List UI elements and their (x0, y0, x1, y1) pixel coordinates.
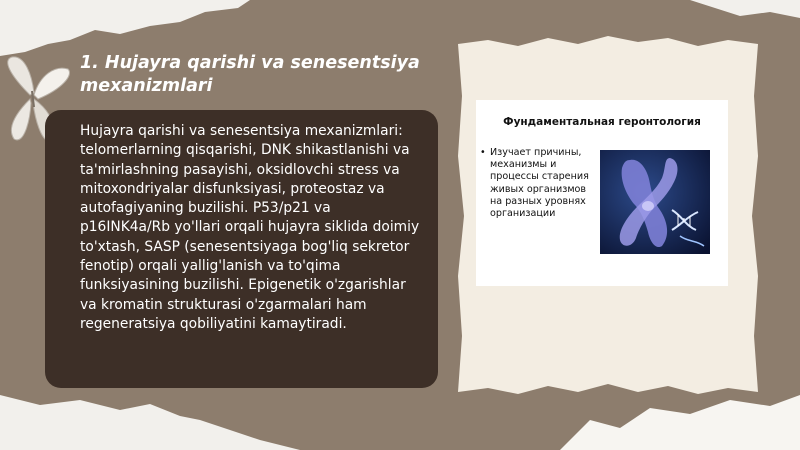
embedded-slide-title: Фундаментальная геронтология (503, 116, 701, 128)
slide-body-text: Hujayra qarishi va senesentsiya mexanizmlari: telomerlarning qisqarishi, DNK shikastlanishi va ta'mirlashning pasayishi, oksidlovchi stress va mitoxondriyalar disfunksiyasi, proteostaz va autofagiyaning buzilishi. P53/p21 va p16INK4a/Rb yo'llari orqali hujayra siklida doimiy to'xtash, SASP (senesentsiyaga bog'liq sekretor fenotip) orqali yallig'lanish va to'qima funksiyasining buzilishi. Epigenetik o'zgarishlar va kromatin strukturasi o'zgarmalari ham regeneratsiya qobiliyatini kamaytiradi. (80, 123, 420, 332)
embedded-slide (476, 100, 728, 286)
bullet-icon: • (480, 147, 486, 158)
slide-title: 1. Hujayra qarishi va senesentsiya mexanizmlari (80, 53, 420, 96)
embedded-slide-bullet-text: Изучает причины, механизмы и процессы старения живых организмов на разных уровнях организации (490, 147, 589, 220)
embedded-slide-bullet (480, 147, 596, 220)
chromosome-dna-image (600, 150, 710, 254)
